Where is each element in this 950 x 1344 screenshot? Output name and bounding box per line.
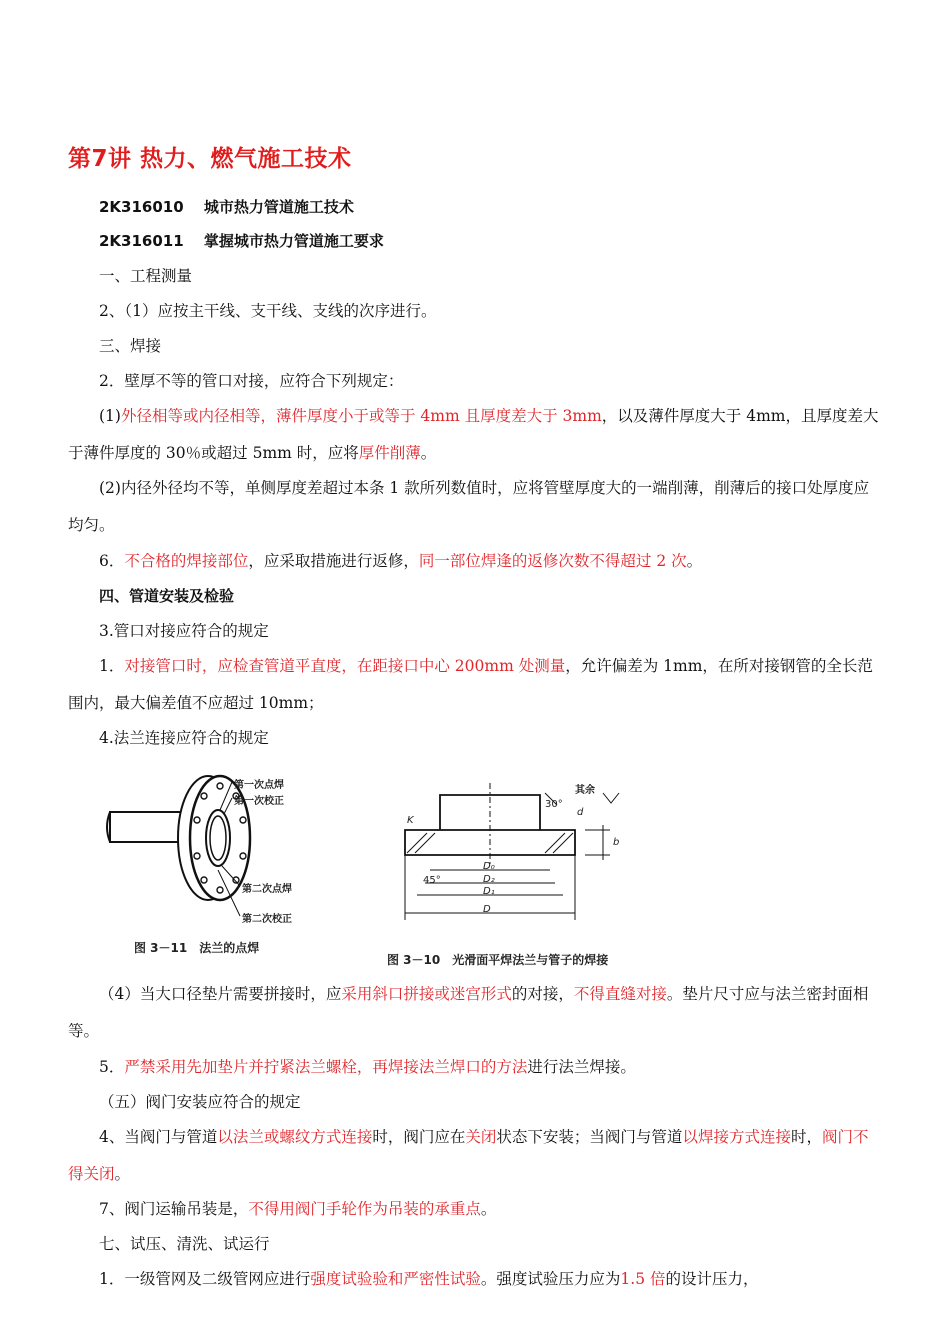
label-30deg: 30°: [545, 799, 563, 810]
para-flange-rules: 4.法兰连接应符合的规定: [99, 729, 269, 747]
figure-flange-tack-weld: [100, 770, 330, 970]
label-K: K: [407, 815, 414, 826]
heading-valve-install: （五）阀门安装应符合的规定: [99, 1093, 301, 1111]
label-remaining: 其余: [575, 785, 595, 796]
section-code-1: 2K316010 城市热力管道施工技术: [99, 198, 354, 216]
para-valve-connection: 4、当阀门与管道以法兰或螺纹方式连接时，阀门应在关闭状态下安装；当阀门与管道以焊接方式连接时，阀门不得关闭。: [68, 1128, 869, 1183]
heading-pressure-test: 七、试压、清洗、试运行: [99, 1235, 270, 1253]
label-d: d: [577, 807, 584, 818]
label-45deg: 45°: [423, 875, 441, 886]
section-code-2: 2K316011 掌握城市热力管道施工要求: [99, 232, 384, 250]
figure-caption-flange-tack: 图 3－11 法兰的点焊: [134, 941, 260, 955]
para-wall-thickness: 2．壁厚不等的管口对接，应符合下列规定：: [99, 372, 404, 390]
label-second-tack: 第二次点焊: [242, 884, 292, 895]
heading-welding: 三、焊接: [99, 337, 162, 355]
para-valve-lifting: 7、阀门运输吊装是，不得用阀门手轮作为吊装的承重点。: [99, 1200, 497, 1218]
label-first-correction: 第一次校正: [234, 796, 284, 807]
label-D1: D₁: [483, 886, 495, 897]
para-survey-order: 2、（1）应按主干线、支干线、支线的次序进行。: [99, 302, 437, 320]
page-title: 第7讲 热力、燃气施工技术: [68, 146, 352, 172]
heading-pipe-install: 四、管道安装及检验: [99, 587, 235, 605]
figure-flange-weld-section: [385, 775, 665, 970]
para-repair: 6．不合格的焊接部位，应采取措施进行返修，同一部位焊逢的返修次数不得超过 2 次。: [99, 552, 703, 570]
para-gasket-splice: （4）当大口径垫片需要拼接时，应采用斜口拼接或迷宫形式的对接，不得直缝对接。垫片尺寸应与法兰密封面相等。: [68, 985, 869, 1040]
label-second-correction: 第二次校正: [242, 914, 292, 925]
label-D0: D₀: [483, 861, 495, 872]
para-thickness-rule-2: (2)内径外径均不等，单侧厚度差超过本条 1 款所列数值时，应将管壁厚度大的一端削薄，削薄后的接口处厚度应均匀。: [68, 479, 870, 534]
para-flange-weld-ban: 5．严禁采用先加垫片并拧紧法兰螺栓，再焊接法兰焊口的方法进行法兰焊接。: [99, 1058, 636, 1076]
label-D2: D₂: [483, 874, 495, 885]
flange-section-drawing: [385, 775, 665, 935]
heading-survey: 一、工程测量: [99, 267, 193, 285]
figure-caption-flange-weld: 图 3－10 光滑面平焊法兰与管子的焊接: [387, 953, 609, 967]
label-first-tack: 第一次点焊: [234, 780, 284, 791]
para-butt-joint: 3.管口对接应符合的规定: [99, 622, 269, 640]
para-thickness-rule-1: (1)外径相等或内径相等，薄件厚度小于或等于 4mm 且厚度差大于 3mm，以及薄件厚度大于 4mm，且厚度差大于薄件厚度的 30％或超过 5mm 时，应将厚件削薄。: [68, 407, 879, 462]
label-D: D: [483, 904, 491, 915]
para-straightness: 1．对接管口时，应检查管道平直度，在距接口中心 200mm 处测量，允许偏差为 1mm，在所对接钢管的全长范围内，最大偏差值不应超过 10mm；: [68, 657, 873, 712]
para-strength-test: 1．一级管网及二级管网应进行强度试验验和严密性试验。强度试验压力应为1.5 倍的设计压力，: [99, 1270, 759, 1288]
label-b: b: [613, 837, 620, 848]
